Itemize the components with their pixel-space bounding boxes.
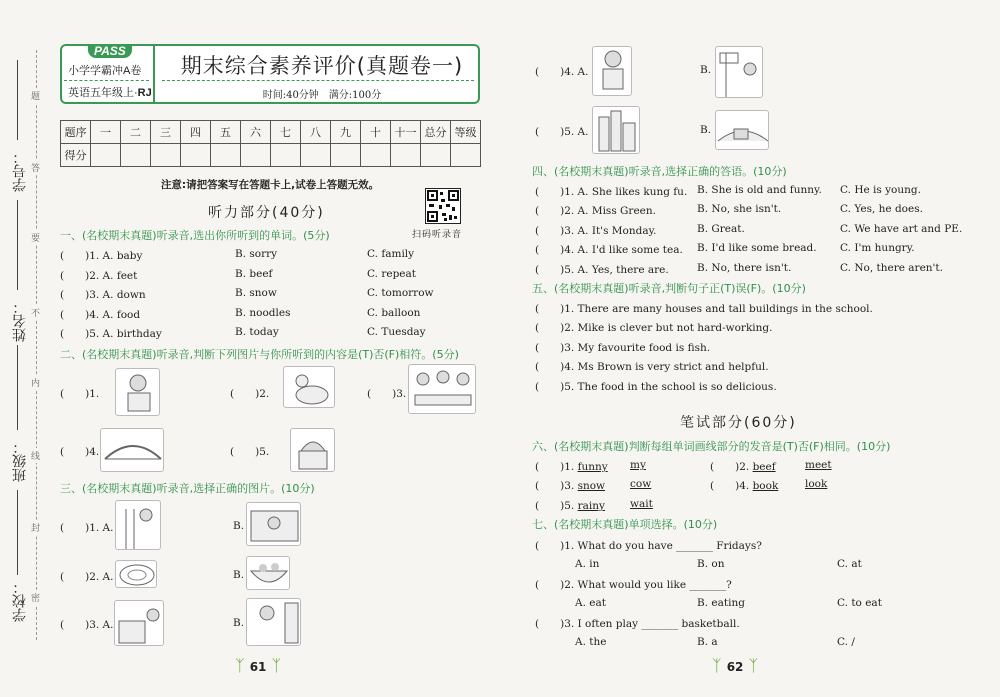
- score-value-row: 得分: [61, 144, 481, 167]
- city-buildings-image: [592, 106, 640, 154]
- list-item: ( )4. Ms Brown is very strict and helpful.: [535, 361, 769, 373]
- name-label: 姓名：: [11, 300, 27, 342]
- series-name: 小学学霸冲A卷: [68, 65, 142, 77]
- list-item: ( )3. A. down B. snow C. tomorrow: [60, 287, 434, 301]
- list-item: ( )2. beef meet: [710, 459, 832, 473]
- list-item: ( )3.: [367, 388, 407, 400]
- duck-image: [283, 366, 335, 408]
- writing-part-title: 笔试部分(60分): [680, 415, 797, 431]
- page-number: 61: [249, 660, 267, 674]
- list-item: ( )4.: [60, 446, 100, 458]
- salad-bowl-image: [246, 556, 290, 590]
- list-item: ( )3. snow cow: [535, 478, 652, 492]
- list-item: ( )1. A.: [60, 522, 114, 534]
- binding-strip: [0, 0, 52, 697]
- section-4-title: 四、(名校期末真题)听录音,选择正确的答语。(10分): [532, 165, 787, 178]
- exam-meta: 时间:40分钟 满分:100分: [262, 90, 382, 101]
- list-item: ( )5. A. birthday B. today C. Tuesday: [60, 326, 426, 340]
- list-item: ( )2. A. feet B. beef C. repeat: [60, 268, 416, 282]
- list-item: ( )4. A. I'd like some tea. B. I'd like some bread. C. I'm hungry.: [535, 242, 915, 256]
- list-item: ( )1.: [60, 388, 100, 400]
- list-item: ( )5.: [230, 446, 270, 458]
- bridge-image: [100, 428, 164, 472]
- notice: 注意:请把答案写在答题卡上,试卷上答题无效。: [160, 179, 380, 191]
- series-badge: [60, 44, 155, 104]
- student-id-blank[interactable]: [17, 60, 18, 140]
- list-item: ( )3. A. It's Monday. B. Great. C. We have art and PE.: [535, 223, 963, 237]
- section-7-title: 七、(名校期末真题)单项选择。(10分): [532, 518, 718, 531]
- list-item: ( )2. Mike is clever but not hard-working.: [535, 322, 773, 334]
- student-id-label: 学号：: [11, 150, 27, 192]
- section-6-title: 六、(名校期末真题)判断每组单词画线部分的发音是(T)否(F)相同。(10分): [532, 440, 891, 453]
- list-item: ( )4. A.: [535, 66, 589, 78]
- girl-ladder-image: [115, 500, 161, 550]
- list-item: ( )1. A. baby B. sorry C. family: [60, 248, 415, 262]
- list-item: ( )5. rainy wait: [535, 498, 653, 512]
- section-2-title: 二、(名校期末真题)听录音,判断下列图片与你所听到的内容是(T)否(F)相符。(5分): [60, 348, 459, 361]
- pass-logo: PASS: [88, 44, 132, 58]
- basketball-image: [715, 46, 763, 98]
- list-item: ( )5. The food in the school is so delicious.: [535, 381, 777, 393]
- boy-reading-image: [115, 368, 160, 416]
- classroom-students-image: [408, 364, 476, 414]
- school-blank[interactable]: [17, 490, 18, 575]
- cut-char: 密: [31, 590, 40, 605]
- listening-part-title: 听力部分(40分): [208, 205, 325, 221]
- page-footer-left: ᛉ 61 ᛉ: [235, 656, 282, 675]
- cut-char: 线: [31, 448, 40, 463]
- cut-line: [36, 50, 37, 640]
- cut-char: 不: [31, 305, 40, 320]
- name-blank[interactable]: [17, 200, 18, 290]
- cut-char: 内: [31, 375, 40, 390]
- list-item: ( )2. A.: [60, 571, 114, 583]
- qr-code[interactable]: [425, 188, 461, 224]
- section-3-title: 三、(名校期末真题)听录音,选择正确的图片。(10分): [60, 482, 315, 495]
- options-row: A. the B. a C. /: [575, 636, 855, 648]
- cooking-image: [114, 600, 164, 646]
- list-item: ( )3. My favourite food is fish.: [535, 342, 711, 354]
- class-blank[interactable]: [17, 345, 18, 430]
- exam-header: [60, 44, 480, 104]
- list-item: ( )2. A. Miss Green. B. No, she isn't. C. Yes, he does.: [535, 203, 923, 217]
- countryside-image: [715, 110, 769, 150]
- question: ( )1. What do you have _______ Fridays?: [535, 540, 762, 552]
- score-table: [60, 120, 481, 167]
- grade-label: 英语五年级上·RJ: [68, 87, 152, 99]
- list-item: ( )2.: [230, 388, 270, 400]
- option-b: B.: [233, 569, 245, 581]
- plate-image: [115, 560, 157, 588]
- cut-char: 题: [31, 88, 40, 103]
- question: ( )2. What would you like _______?: [535, 579, 732, 591]
- option-b: B.: [233, 520, 245, 532]
- list-item: ( )1. There are many houses and tall buildings in the school.: [535, 303, 873, 315]
- exam-title: 期末综合素养评价(真题卷一): [180, 54, 464, 78]
- cut-char: 封: [31, 520, 40, 535]
- class-label: 班级：: [11, 440, 27, 482]
- school-label: 学校：: [11, 580, 27, 622]
- options-row: A. in B. on C. at: [575, 558, 862, 570]
- list-item: ( )1. funny my: [535, 459, 646, 473]
- option-b: B.: [700, 124, 712, 136]
- list-item: ( )4. A. food B. noodles C. balloon: [60, 307, 421, 321]
- question: ( )3. I often play _______ basketball.: [535, 618, 740, 630]
- girl-fridge-image: [246, 598, 301, 646]
- boy-image: [592, 46, 632, 96]
- page-number: 62: [726, 660, 744, 674]
- stage-image: [246, 502, 301, 546]
- cut-char: 答: [31, 160, 40, 175]
- list-item: ( )1. A. She likes kung fu. B. She is old and funny. C. He is young.: [535, 184, 921, 198]
- section-5-title: 五、(名校期末真题)听录音,判断句子正(T)误(F)。(10分): [532, 282, 806, 295]
- list-item: ( )4. book look: [710, 478, 828, 492]
- option-b: B.: [700, 64, 712, 76]
- section-1-title: 一、(名校期末真题)听录音,选出你所听到的单词。(5分): [60, 229, 330, 242]
- options-row: A. eat B. eating C. to eat: [575, 597, 882, 609]
- list-item: ( )5. A. Yes, there are. B. No, there isn't. C. No, there aren't.: [535, 262, 943, 276]
- cut-char: 要: [31, 230, 40, 245]
- mosque-image: [290, 428, 335, 472]
- qr-caption: 扫码听录音: [412, 230, 463, 240]
- option-b: B.: [233, 617, 245, 629]
- page-footer-right: ᛉ 62 ᛉ: [712, 656, 759, 675]
- list-item: ( )5. A.: [535, 126, 589, 138]
- score-header-row: 题序 一 二 三 四 五 六 七 八 九 十 十一 总分 等级: [61, 121, 481, 144]
- list-item: ( )3. A.: [60, 619, 114, 631]
